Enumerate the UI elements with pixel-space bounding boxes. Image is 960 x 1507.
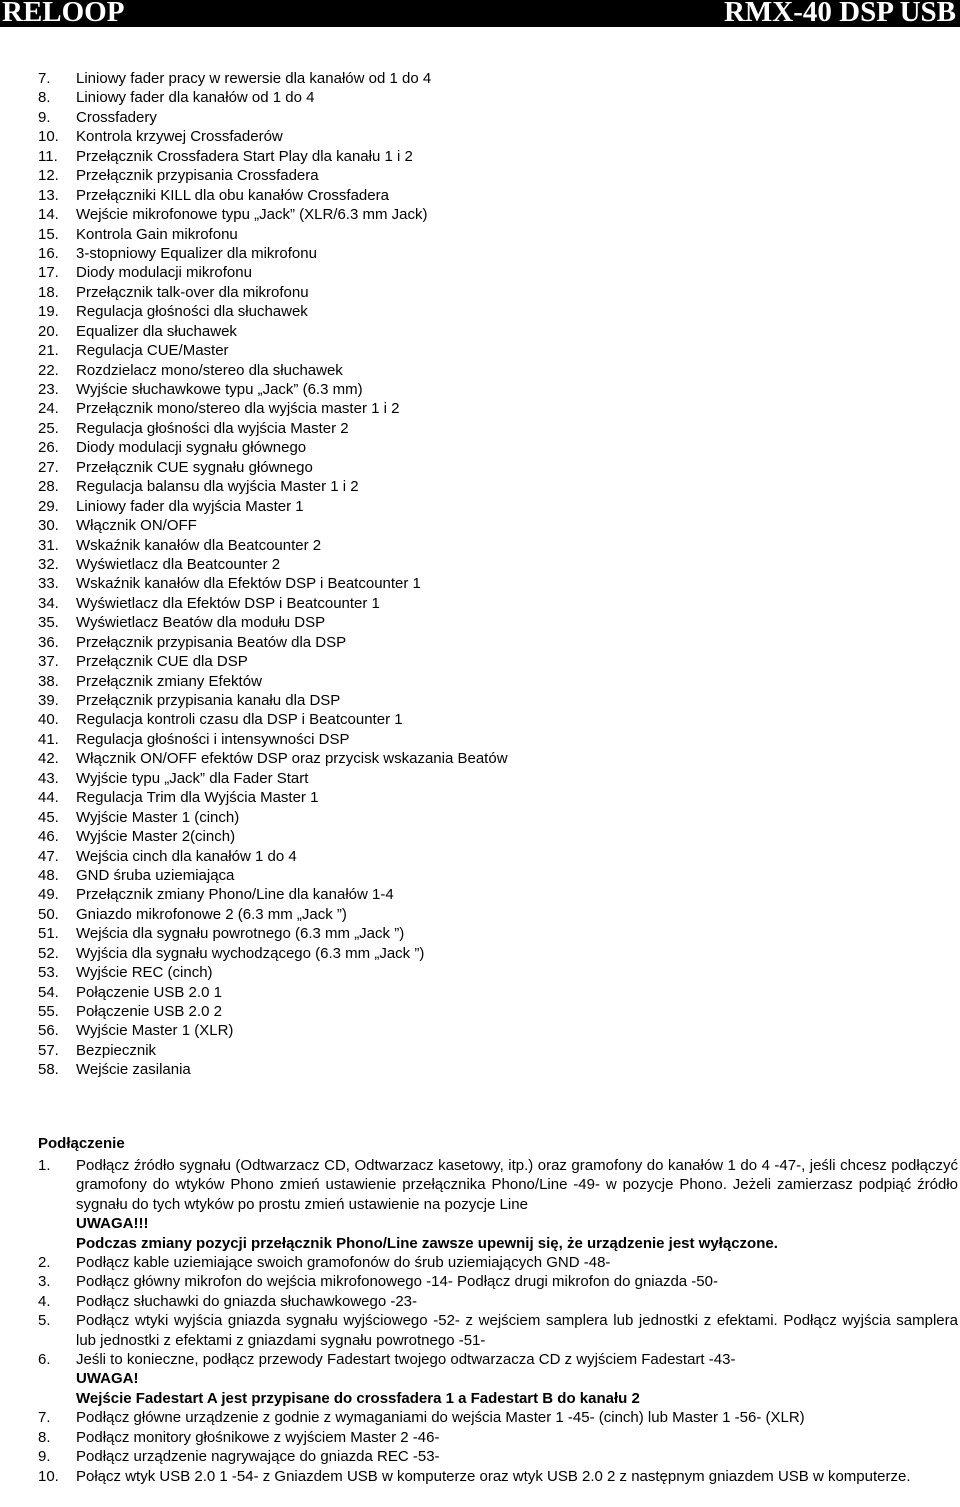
item-number: 23. <box>38 381 59 398</box>
item-text: Włącznik ON/OFF <box>76 517 197 535</box>
step-text: Podłącz źródło sygnału (Odtwarzacz CD, Odtwarzacz kasetowy, itp.) oraz gramofony do kanałów 1 do 4 -47-, jeśli chcesz podłączyć gramofony do wtyków Phono zmień ustawienie przełącznika Phono/Line -49- w pozycje Phono. Jeżeli zamierzasz podpiąć źródło sygnału do tych wtyków po prostu zmień ustawienie na pozycje Line <box>76 1157 958 1213</box>
step-text: Podłącz słuchawki do gniazda słuchawkowego -23- <box>76 1292 418 1310</box>
item-text: Wejście mikrofonowe typu „Jack” (XLR/6.3 mm Jack) <box>76 206 428 224</box>
list-item <box>38 827 508 846</box>
step-number: 1. <box>38 1157 51 1174</box>
step-number: 2. <box>38 1254 51 1272</box>
item-number: 40. <box>38 711 59 729</box>
item-text: Wyjście Master 1 (cinch) <box>76 808 240 826</box>
item-text: Przełącznik mono/stereo dla wyjścia master 1 i 2 <box>76 400 400 418</box>
list-item <box>38 710 508 729</box>
list-item <box>38 652 508 671</box>
list-item <box>38 361 508 380</box>
list-item <box>38 613 508 632</box>
item-text: Kontrola krzywej Crossfaderów <box>76 128 283 146</box>
item-number: 52. <box>38 944 59 962</box>
item-text: Bezpiecznik <box>76 1041 157 1059</box>
item-number: 30. <box>38 517 59 535</box>
list-item <box>38 108 508 127</box>
warning-label: UWAGA! <box>76 1370 139 1388</box>
list-item <box>38 1002 508 1021</box>
item-text: Włącznik ON/OFF efektów DSP oraz przycisk wskazania Beatów <box>76 750 508 768</box>
step-number: 9. <box>38 1448 51 1466</box>
item-text: Liniowy fader dla kanałów od 1 do 4 <box>76 89 315 107</box>
page-header <box>0 0 960 27</box>
item-text: Wyświetlacz dla Beatcounter 2 <box>76 555 281 573</box>
warning-text: Podczas zmiany pozycji przełącznik Phono/Line zawsze upewnij się, że urządzenie jest wyłączone. <box>76 1234 778 1252</box>
item-number: 48. <box>38 866 59 884</box>
connection-step <box>38 1311 958 1350</box>
list-item <box>38 477 508 496</box>
connection-step <box>38 1467 958 1486</box>
step-text: Podłącz monitory głośnikowe z wyjściem Master 2 -46- <box>76 1428 440 1446</box>
item-number: 51. <box>38 925 59 943</box>
item-text: Przełącznik przypisania Beatów dla DSP <box>76 633 347 651</box>
item-number: 54. <box>38 983 59 1001</box>
connection-step <box>38 1447 958 1466</box>
connection-step <box>38 1428 958 1447</box>
item-number: 39. <box>38 692 59 709</box>
item-text: 3-stopniowy Equalizer dla mikrofonu <box>76 244 317 262</box>
item-text: Regulacja Trim dla Wyjścia Master 1 <box>76 789 319 807</box>
connection-title: Podłączenie <box>38 1135 125 1152</box>
list-item <box>38 574 508 593</box>
item-number: 18. <box>38 283 59 301</box>
list-item <box>38 244 508 263</box>
list-item <box>38 730 508 749</box>
item-number: 13. <box>38 186 59 204</box>
item-text: Regulacja balansu dla wyjścia Master 1 i 2 <box>76 478 359 496</box>
item-text: Equalizer dla słuchawek <box>76 322 237 340</box>
item-number: 43. <box>38 769 59 787</box>
list-item <box>38 341 508 360</box>
list-item <box>38 166 508 185</box>
list-item <box>38 633 508 652</box>
item-number: 20. <box>38 322 59 340</box>
connection-step <box>38 1156 958 1253</box>
warning-label: UWAGA!!! <box>76 1215 149 1233</box>
item-text: Wejścia dla sygnału powrotnego (6.3 mm „Jack ”) <box>76 925 405 943</box>
item-text: Regulacja CUE/Master <box>76 342 229 360</box>
list-item <box>38 205 508 224</box>
step-number: 3. <box>38 1273 51 1291</box>
step-text: Podłącz główne urządzenie z godnie z wymaganiami do wejścia Master 1 -45- (cinch) lub Master 1 -56- (XLR) <box>76 1409 805 1427</box>
item-text: Diody modulacji sygnału głównego <box>76 439 307 457</box>
item-number: 14. <box>38 206 59 224</box>
list-item <box>38 749 508 768</box>
connection-steps <box>38 1156 958 1486</box>
item-number: 45. <box>38 808 59 826</box>
warning-text: Wejście Fadestart A jest przypisane do crossfadera 1 a Fadestart B do kanału 2 <box>76 1389 640 1407</box>
connection-step <box>38 1253 958 1272</box>
list-item <box>38 302 508 321</box>
item-text: Przełączniki KILL dla obu kanałów Crossfadera <box>76 186 389 204</box>
item-text: Wskaźnik kanałów dla Beatcounter 2 <box>76 536 322 554</box>
step-text: Jeśli to konieczne, podłącz przewody Fadestart twojego odtwarzacza CD z wyjściem Fadestart -43- <box>76 1351 736 1369</box>
item-number: 15. <box>38 225 59 243</box>
item-text: Gniazdo mikrofonowe 2 (6.3 mm „Jack ”) <box>76 905 347 923</box>
step-text: Podłącz główny mikrofon do wejścia mikrofonowego -14- Podłącz drugi mikrofon do gniazda -50- <box>76 1273 718 1291</box>
item-number: 29. <box>38 497 59 515</box>
list-item <box>38 905 508 924</box>
item-text: Wejścia cinch dla kanałów 1 do 4 <box>76 847 297 865</box>
step-number: 5. <box>38 1312 51 1330</box>
list-item <box>38 88 508 107</box>
item-text: Połączenie USB 2.0 1 <box>76 983 222 1001</box>
list-item <box>38 1021 508 1040</box>
item-text: Wyjście typu „Jack” dla Fader Start <box>76 769 309 787</box>
item-number: 32. <box>38 555 59 573</box>
item-text: Wejście zasilania <box>76 1061 191 1079</box>
item-text: Wskaźnik kanałów dla Efektów DSP i Beatcounter 1 <box>76 575 421 593</box>
list-item <box>38 847 508 866</box>
item-number: 35. <box>38 614 59 632</box>
list-item <box>38 924 508 943</box>
item-text: Przełącznik talk-over dla mikrofonu <box>76 283 309 301</box>
item-text: Przełącznik zmiany Phono/Line dla kanałów 1-4 <box>76 886 394 904</box>
item-number: 47. <box>38 847 59 865</box>
list-item <box>38 127 508 146</box>
item-text: Przełącznik zmiany Efektów <box>76 672 262 690</box>
list-item <box>38 69 508 88</box>
item-text: Przełącznik Crossfadera Start Play dla kanału 1 i 2 <box>76 147 413 165</box>
item-text: Wyjście Master 1 (XLR) <box>76 1022 234 1040</box>
list-item <box>38 808 508 827</box>
item-number: 34. <box>38 594 59 612</box>
item-text: Wyjście Master 2(cinch) <box>76 828 236 846</box>
item-text: Regulacja głośności i intensywności DSP <box>76 730 350 748</box>
list-item <box>38 380 508 399</box>
list-item <box>38 147 508 166</box>
item-number: 56. <box>38 1022 59 1040</box>
item-text: GND śruba uziemiająca <box>76 866 235 884</box>
connection-step <box>38 1292 958 1311</box>
item-number: 50. <box>38 905 59 923</box>
step-number: 4. <box>38 1292 51 1310</box>
item-number: 10. <box>38 128 59 146</box>
list-item <box>38 963 508 982</box>
item-number: 9. <box>38 108 51 126</box>
list-item <box>38 458 508 477</box>
item-number: 21. <box>38 342 59 360</box>
connection-step <box>38 1350 958 1408</box>
item-text: Kontrola Gain mikrofonu <box>76 225 238 243</box>
list-item <box>38 283 508 302</box>
brand-name: RELOOP <box>2 0 125 28</box>
list-item <box>38 399 508 418</box>
item-text: Przełącznik CUE dla DSP <box>76 653 248 671</box>
item-text: Wyjście słuchawkowe typu „Jack” (6.3 mm) <box>76 381 363 398</box>
item-number: 16. <box>38 244 59 262</box>
item-number: 8. <box>38 89 51 107</box>
item-text: Diody modulacji mikrofonu <box>76 264 252 282</box>
parts-list <box>38 69 508 1080</box>
list-item <box>38 516 508 535</box>
item-number: 41. <box>38 730 59 748</box>
item-number: 44. <box>38 789 59 807</box>
list-item <box>38 983 508 1002</box>
item-number: 53. <box>38 964 59 982</box>
list-item <box>38 1060 508 1079</box>
item-number: 24. <box>38 400 59 418</box>
item-number: 25. <box>38 419 59 437</box>
list-item <box>38 866 508 885</box>
list-item <box>38 497 508 516</box>
item-number: 57. <box>38 1041 59 1059</box>
item-number: 33. <box>38 575 59 593</box>
item-text: Przełącznik przypisania kanału dla DSP <box>76 692 341 709</box>
list-item <box>38 225 508 244</box>
list-item <box>38 769 508 788</box>
item-number: 19. <box>38 303 59 321</box>
item-text: Wyjście REC (cinch) <box>76 964 213 982</box>
step-text: Połącz wtyk USB 2.0 1 -54- z Gniazdem USB w komputerze oraz wtyk USB 2.0 2 z następnym gniazdem USB w komputerze. <box>76 1467 911 1485</box>
item-text: Przełącznik CUE sygnału głównego <box>76 458 313 476</box>
model-name: RMX-40 DSP USB <box>723 0 956 28</box>
step-text: Podłącz urządzenie nagrywające do gniazda REC -53- <box>76 1448 440 1466</box>
connection-step <box>38 1408 958 1427</box>
step-number: 8. <box>38 1428 51 1446</box>
item-text: Regulacja kontroli czasu dla DSP i Beatcounter 1 <box>76 711 403 729</box>
list-item <box>38 594 508 613</box>
item-number: 46. <box>38 828 59 846</box>
item-text: Liniowy fader dla wyjścia Master 1 <box>76 497 304 515</box>
item-number: 7. <box>38 70 51 87</box>
item-number: 22. <box>38 361 59 379</box>
item-number: 49. <box>38 886 59 904</box>
step-text: Podłącz wtyki wyjścia gniazda sygnału wyjściowego -52- z wejściem samplera lub jednostki z efektami. Podłącz wyjścia samplera lub jednostki z efektami z gniazdami sygnału powrotnego -51- <box>76 1312 958 1349</box>
item-number: 17. <box>38 264 59 282</box>
item-number: 38. <box>38 672 59 690</box>
item-text: Rozdzielacz mono/stereo dla słuchawek <box>76 361 343 379</box>
item-number: 28. <box>38 478 59 496</box>
item-text: Regulacja głośności dla wyjścia Master 2 <box>76 419 349 437</box>
list-item <box>38 186 508 205</box>
list-item <box>38 263 508 282</box>
item-number: 55. <box>38 1003 59 1020</box>
item-number: 42. <box>38 750 59 768</box>
item-number: 26. <box>38 439 59 457</box>
connection-step <box>38 1272 958 1291</box>
item-text: Połączenie USB 2.0 2 <box>76 1003 222 1020</box>
step-number: 7. <box>38 1409 51 1427</box>
step-text: Podłącz kable uziemiające swoich gramofonów do śrub uziemiających GND -48- <box>76 1254 611 1272</box>
list-item <box>38 672 508 691</box>
item-text: Wyjścia dla sygnału wychodzącego (6.3 mm „Jack ”) <box>76 944 425 962</box>
list-item <box>38 322 508 341</box>
list-item <box>38 438 508 457</box>
item-number: 27. <box>38 458 59 476</box>
item-text: Liniowy fader pracy w rewersie dla kanałów od 1 do 4 <box>76 70 432 87</box>
item-number: 12. <box>38 167 59 185</box>
list-item <box>38 788 508 807</box>
item-text: Wyświetlacz Beatów dla modułu DSP <box>76 614 326 632</box>
item-number: 58. <box>38 1061 59 1079</box>
list-item <box>38 555 508 574</box>
list-item <box>38 1041 508 1060</box>
item-text: Przełącznik przypisania Crossfadera <box>76 167 319 185</box>
item-number: 36. <box>38 633 59 651</box>
list-item <box>38 944 508 963</box>
item-text: Crossfadery <box>76 108 157 126</box>
list-item <box>38 536 508 555</box>
item-text: Wyświetlacz dla Efektów DSP i Beatcounter 1 <box>76 594 380 612</box>
list-item <box>38 419 508 438</box>
step-number: 10. <box>38 1467 59 1485</box>
step-number: 6. <box>38 1351 51 1369</box>
item-number: 37. <box>38 653 59 671</box>
list-item <box>38 885 508 904</box>
list-item <box>38 691 508 710</box>
item-number: 31. <box>38 536 59 554</box>
item-number: 11. <box>38 147 58 165</box>
item-text: Regulacja głośności dla słuchawek <box>76 303 308 321</box>
